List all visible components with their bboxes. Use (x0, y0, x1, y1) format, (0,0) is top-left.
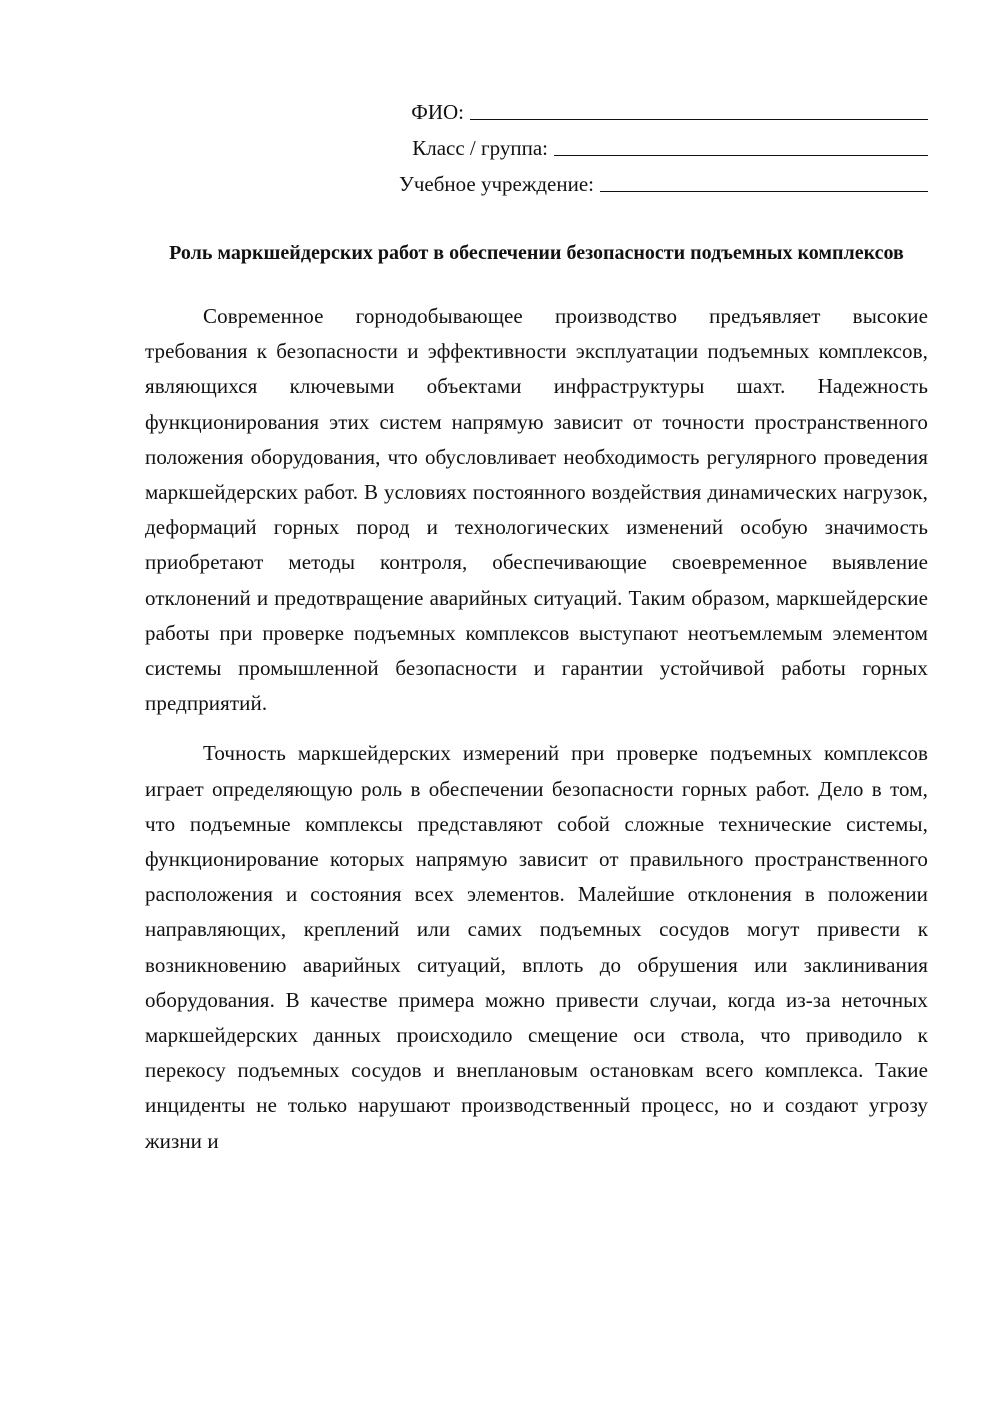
document-page (145, 90, 928, 1159)
class-field[interactable] (554, 131, 928, 156)
class-label: Класс / группа: (412, 136, 548, 160)
header-fields (145, 90, 928, 198)
fio-field[interactable] (470, 95, 928, 120)
document-title: Роль маркшейдерских работ в обеспечении безопасности подъемных комплексов (169, 242, 904, 264)
fio-label: ФИО: (411, 100, 464, 124)
paragraph-2: Точность маркшейдерских измерений при проверке подъемных комплексов играет определяющую роль в обеспечении безопасности горных работ. Дело в том, что подъемные комплексы представляют собой сложные технические системы, функционирование которых напрямую зависит от правильного пространственного расположения и состояния всех элементов. Малейшие отклонения в положении направляющих, креплений или самих подъемных сосудов могут привести к возникновению аварийных ситуаций, вплоть до обрушения или заклинивания оборудования. В качестве примера можно привести случаи, когда из-за неточных маркшейдерских данных происходило смещение оси ствола, что приводило к перекосу подъемных сосудов и внеплановым остановкам всего комплекса. Такие инциденты не только нарушают производственный процесс, но и создают угрозу жизни и (145, 741, 928, 1153)
institution-field[interactable] (600, 167, 928, 192)
class-row (145, 126, 928, 162)
paragraph-1: Современное горнодобывающее производство предъявляет высокие требования к безопасности и эффективности эксплуатации подъемных комплексов, являющихся ключевыми объектами инфраструктуры шахт. Надежность функционирования этих систем напрямую зависит от точности пространственного положения оборудования, что обусловливает необходимость регулярного проведения маркшейдерских работ. В условиях постоянного воздействия динамических нагрузок, деформаций горных пород и технологических изменений особую значимость приобретают методы контроля, обеспечивающие своевременное выявление отклонений и предотвращение аварийных ситуаций. Таким образом, маркшейдерские работы при проверке подъемных комплексов выступают неотъемлемым элементом системы промышленной безопасности и гарантии устойчивой работы горных предприятий. (145, 304, 928, 716)
fio-row (145, 90, 928, 126)
institution-row (145, 162, 928, 198)
institution-label: Учебное учреждение: (398, 172, 594, 196)
